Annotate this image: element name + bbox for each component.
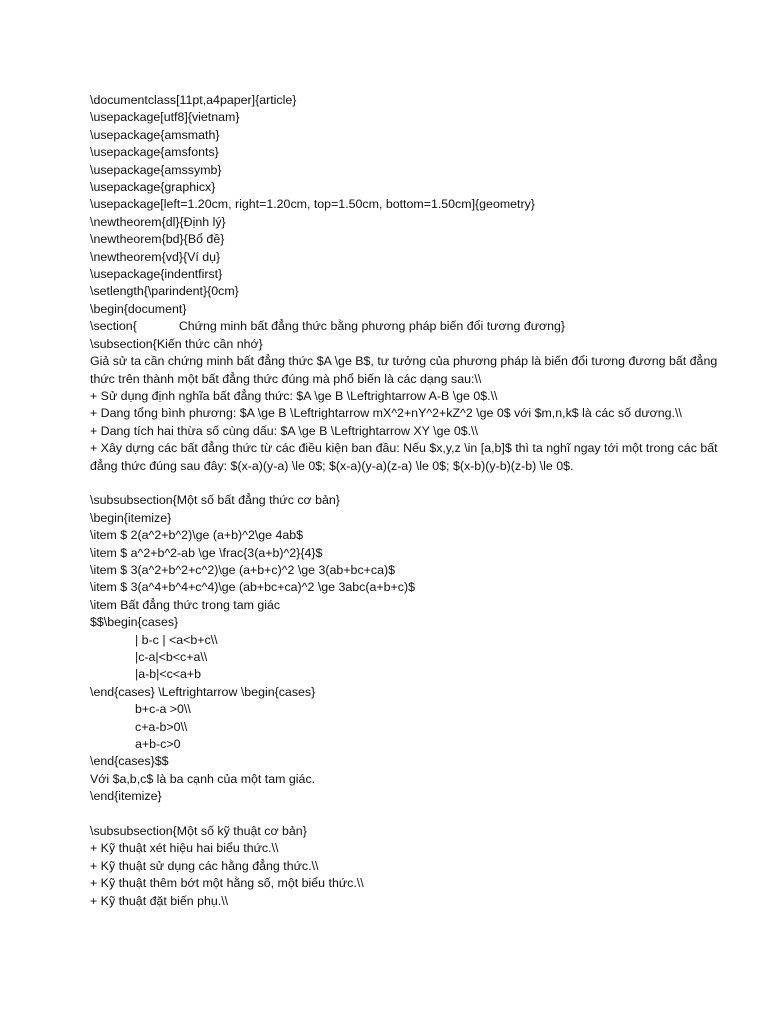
end-itemize: \end{itemize} [90,789,162,804]
section-command: \section{ [90,319,137,334]
section-heading [90,318,730,335]
inequality-item: \item $ 2(a^2+b^2)\ge (a+b)^2\ge 4ab$ [90,528,304,543]
preamble-line: \usepackage[utf8]{vietnam} [90,110,240,125]
cases-left-row [90,632,730,649]
preamble-line: \newtheorem{dl}{Định lý} [90,214,226,229]
cases-right-text: b+c-a >0\\ [135,702,191,717]
technique-item: + Kỹ thuật thêm bớt một hằng số, một biểu thức.\\ [90,876,364,891]
cases-right-text: c+a-b>0\\ [135,719,188,734]
blank-line [90,806,730,823]
preamble-line: \usepackage{amsmath} [90,127,220,142]
preamble-line: \usepackage{amsfonts} [90,145,219,160]
inequality-item: \item $ 3(a^4+b^4+c^4)\ge (ab+bc+ca)^2 \ge 3abc(a+b+c)$ [90,580,415,595]
cases-right-text: a+b-c>0 [135,737,181,752]
technique-item: + Kỹ thuật xét hiệu hai biểu thức.\\ [90,841,279,856]
preamble-line: \newtheorem{bd}{Bổ đề} [90,232,225,247]
preamble-line: \setlength{\parindent}{0cm} [90,284,239,299]
technique-item: + Kỹ thuật sử dụng các hằng đẳng thức.\\ [90,858,319,873]
preamble-line: \usepackage[left=1.20cm, right=1.20cm, top=1.50cm, bottom=1.50cm]{geometry} [90,197,535,212]
preamble-line: \usepackage{graphicx} [90,180,216,195]
triangle-note: Với $a,b,c$ là ba cạnh của một tam giác. [90,771,316,786]
cases-right-row [90,719,730,736]
blank-line [90,475,730,492]
preamble-line: \begin{document} [90,301,187,316]
subsubsection-heading: \subsubsection{Một số kỹ thuật cơ bản} [90,824,307,839]
section-title: Chứng minh bất đẳng thức bằng phương pháp biến đổi tương đương} [178,319,566,334]
technique-item: + Kỹ thuật đặt biến phụ.\\ [90,893,229,908]
subsubsection-heading: \subsubsection{Một số bất đẳng thức cơ bản} [90,493,340,508]
preamble-line: \usepackage{indentfirst} [90,267,223,282]
inequality-item: \item $ 3(a^2+b^2+c^2)\ge (a+b+c)^2 \ge 3(ab+bc+ca)$ [90,562,395,577]
cases-begin: $$\begin{cases} [90,615,179,630]
subsection-heading: \subsection{Kiến thức cần nhớ} [90,336,263,351]
cases-right-row [90,736,730,753]
inequality-item: \item Bất đẳng thức trong tam giác [90,597,281,612]
cases-left-row [90,649,730,666]
method-item: + Dang tổng bình phương: $A \ge B \Leftrightarrow mX^2+nY^2+kZ^2 \ge 0$ với $m,n,k$ là các số dương.\\ [90,406,682,421]
cases-end: \end{cases}$$ [90,754,169,769]
method-item: + Dang tích hai thừa số cùng dấu: $A \ge B \Leftrightarrow XY \ge 0$.\\ [90,423,478,438]
begin-itemize: \begin{itemize} [90,510,172,525]
cases-left-text: |c-a|<b<c+a\\ [135,649,208,664]
cases-middle: \end{cases} \Leftrightarrow \begin{cases} [90,684,316,699]
preamble-line: \usepackage{amssymb} [90,162,222,177]
intro-paragraph: Giả sử ta cần chứng minh bất đẳng thức $A \ge B$, tư tưởng của phương pháp là biến đổi tương đương bất đẳng thức trên thành một bất đẳng thức đúng mà phổ biến là các dạng sau:\\ [90,354,718,386]
preamble-line: \newtheorem{vd}{Ví dụ} [90,249,221,264]
preamble-line: \documentclass[11pt,a4paper]{article} [90,93,297,107]
method-item: + Xây dựng các bất đẳng thức từ các điều kiện ban đầu: Nếu $x,y,z \in [a,b]$ thì ta nghĩ ngay tới một trong các bất đẳng thức đúng sau đây: $(x-a)(y-a) \le 0$; $(x-a)(y-a)(z-a) \le 0$; $(x-b)(y-b)(z-b) \le 0$. [90,441,718,473]
inequality-item: \item $ a^2+b^2-ab \ge \frac{3(a+b)^2}{4}$ [90,545,323,560]
cases-left-text: | b-c | <a<b+c\\ [135,632,218,647]
method-item: + Sử dụng định nghĩa bất đẳng thức: $A \ge B \Leftrightarrow A-B \ge 0$.\\ [90,388,498,403]
cases-left-row [90,666,730,683]
cases-left-text: |a-b|<c<a+b [135,667,202,682]
cases-right-row [90,701,730,718]
document-page [90,92,730,910]
